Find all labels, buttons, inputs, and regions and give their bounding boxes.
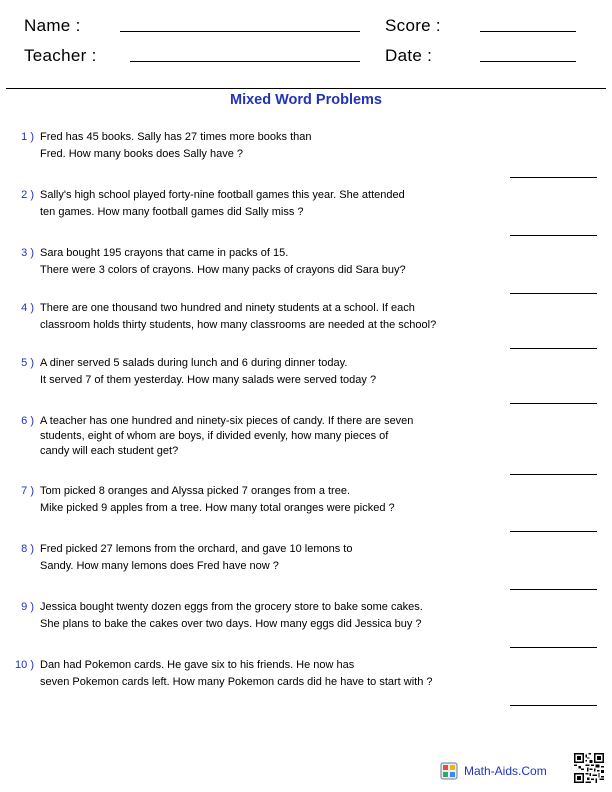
problem-text-line: A diner served 5 salads during lunch and 6 during dinner today. bbox=[40, 357, 348, 369]
answer-line[interactable] bbox=[510, 531, 597, 532]
problem-number: 1 ) bbox=[21, 131, 34, 143]
problem-text-line: There were 3 colors of crayons. How many packs of crayons did Sara buy? bbox=[40, 264, 406, 276]
answer-line[interactable] bbox=[510, 647, 597, 648]
problem-text-line: Jessica bought twenty dozen eggs from the grocery store to bake some cakes. bbox=[40, 601, 423, 613]
problem-text-line: Fred has 45 books. Sally has 27 times more books than bbox=[40, 131, 312, 143]
answer-line[interactable] bbox=[510, 177, 597, 178]
problem-text-line: There are one thousand two hundred and ninety students at a school. If each bbox=[40, 302, 415, 314]
problem-text-line: Fred. How many books does Sally have ? bbox=[40, 148, 243, 160]
problem-number: 6 ) bbox=[21, 415, 34, 427]
calculator-icon bbox=[440, 762, 458, 780]
answer-line[interactable] bbox=[510, 474, 597, 475]
answer-line[interactable] bbox=[510, 348, 597, 349]
score-field[interactable] bbox=[480, 31, 576, 32]
problem-text-line: Sara bought 195 crayons that came in packs of 15. bbox=[40, 247, 289, 259]
problem-text-line: A teacher has one hundred and ninety-six pieces of candy. If there are seven bbox=[40, 415, 414, 427]
problem-text-line: It served 7 of them yesterday. How many salads were served today ? bbox=[40, 374, 377, 386]
answer-line[interactable] bbox=[510, 235, 597, 236]
name-field[interactable] bbox=[120, 31, 360, 32]
answer-line[interactable] bbox=[510, 403, 597, 404]
problem-number: 10 ) bbox=[15, 659, 34, 671]
problem-text-line: Fred picked 27 lemons from the orchard, and gave 10 lemons to bbox=[40, 543, 353, 555]
teacher-label: Teacher : bbox=[24, 46, 97, 65]
teacher-field[interactable] bbox=[130, 61, 360, 62]
qr-code-icon bbox=[574, 753, 604, 783]
answer-line[interactable] bbox=[510, 705, 597, 706]
problem-text-line: Tom picked 8 oranges and Alyssa picked 7 oranges from a tree. bbox=[40, 485, 351, 497]
problem-text-line: Mike picked 9 apples from a tree. How many total oranges were picked ? bbox=[40, 502, 395, 514]
problem-number: 8 ) bbox=[21, 543, 34, 555]
site-name[interactable]: Math-Aids.Com bbox=[464, 764, 547, 778]
problem-text-line: classroom holds thirty students, how many classrooms are needed at the school? bbox=[40, 319, 437, 331]
answer-line[interactable] bbox=[510, 293, 597, 294]
problem-text-line: students, eight of whom are boys, if divided evenly, how many pieces of bbox=[40, 430, 389, 442]
problem-number: 2 ) bbox=[21, 189, 34, 201]
problem-text-line: ten games. How many football games did Sally miss ? bbox=[40, 206, 304, 218]
problem-number: 4 ) bbox=[21, 302, 34, 314]
problem-text-line: candy will each student get? bbox=[40, 445, 179, 457]
header-divider bbox=[6, 88, 606, 89]
score-label: Score : bbox=[385, 16, 441, 35]
worksheet-title: Mixed Word Problems bbox=[229, 92, 382, 108]
problem-number: 5 ) bbox=[21, 357, 34, 369]
problem-text-line: Dan had Pokemon cards. He gave six to his friends. He now has bbox=[40, 659, 355, 671]
problem-text-line: Sally's high school played forty-nine football games this year. She attended bbox=[40, 189, 405, 201]
problem-number: 3 ) bbox=[21, 247, 34, 259]
date-label: Date : bbox=[385, 46, 433, 65]
problem-text-line: Sandy. How many lemons does Fred have now ? bbox=[40, 560, 279, 572]
problem-text-line: seven Pokemon cards left. How many Pokemon cards did he have to start with ? bbox=[40, 676, 433, 688]
date-field[interactable] bbox=[480, 61, 576, 62]
problem-number: 7 ) bbox=[21, 485, 34, 497]
answer-line[interactable] bbox=[510, 589, 597, 590]
problem-number: 9 ) bbox=[21, 601, 34, 613]
problem-text-line: She plans to bake the cakes over two days. How many eggs did Jessica buy ? bbox=[40, 618, 422, 630]
name-label: Name : bbox=[24, 16, 81, 35]
